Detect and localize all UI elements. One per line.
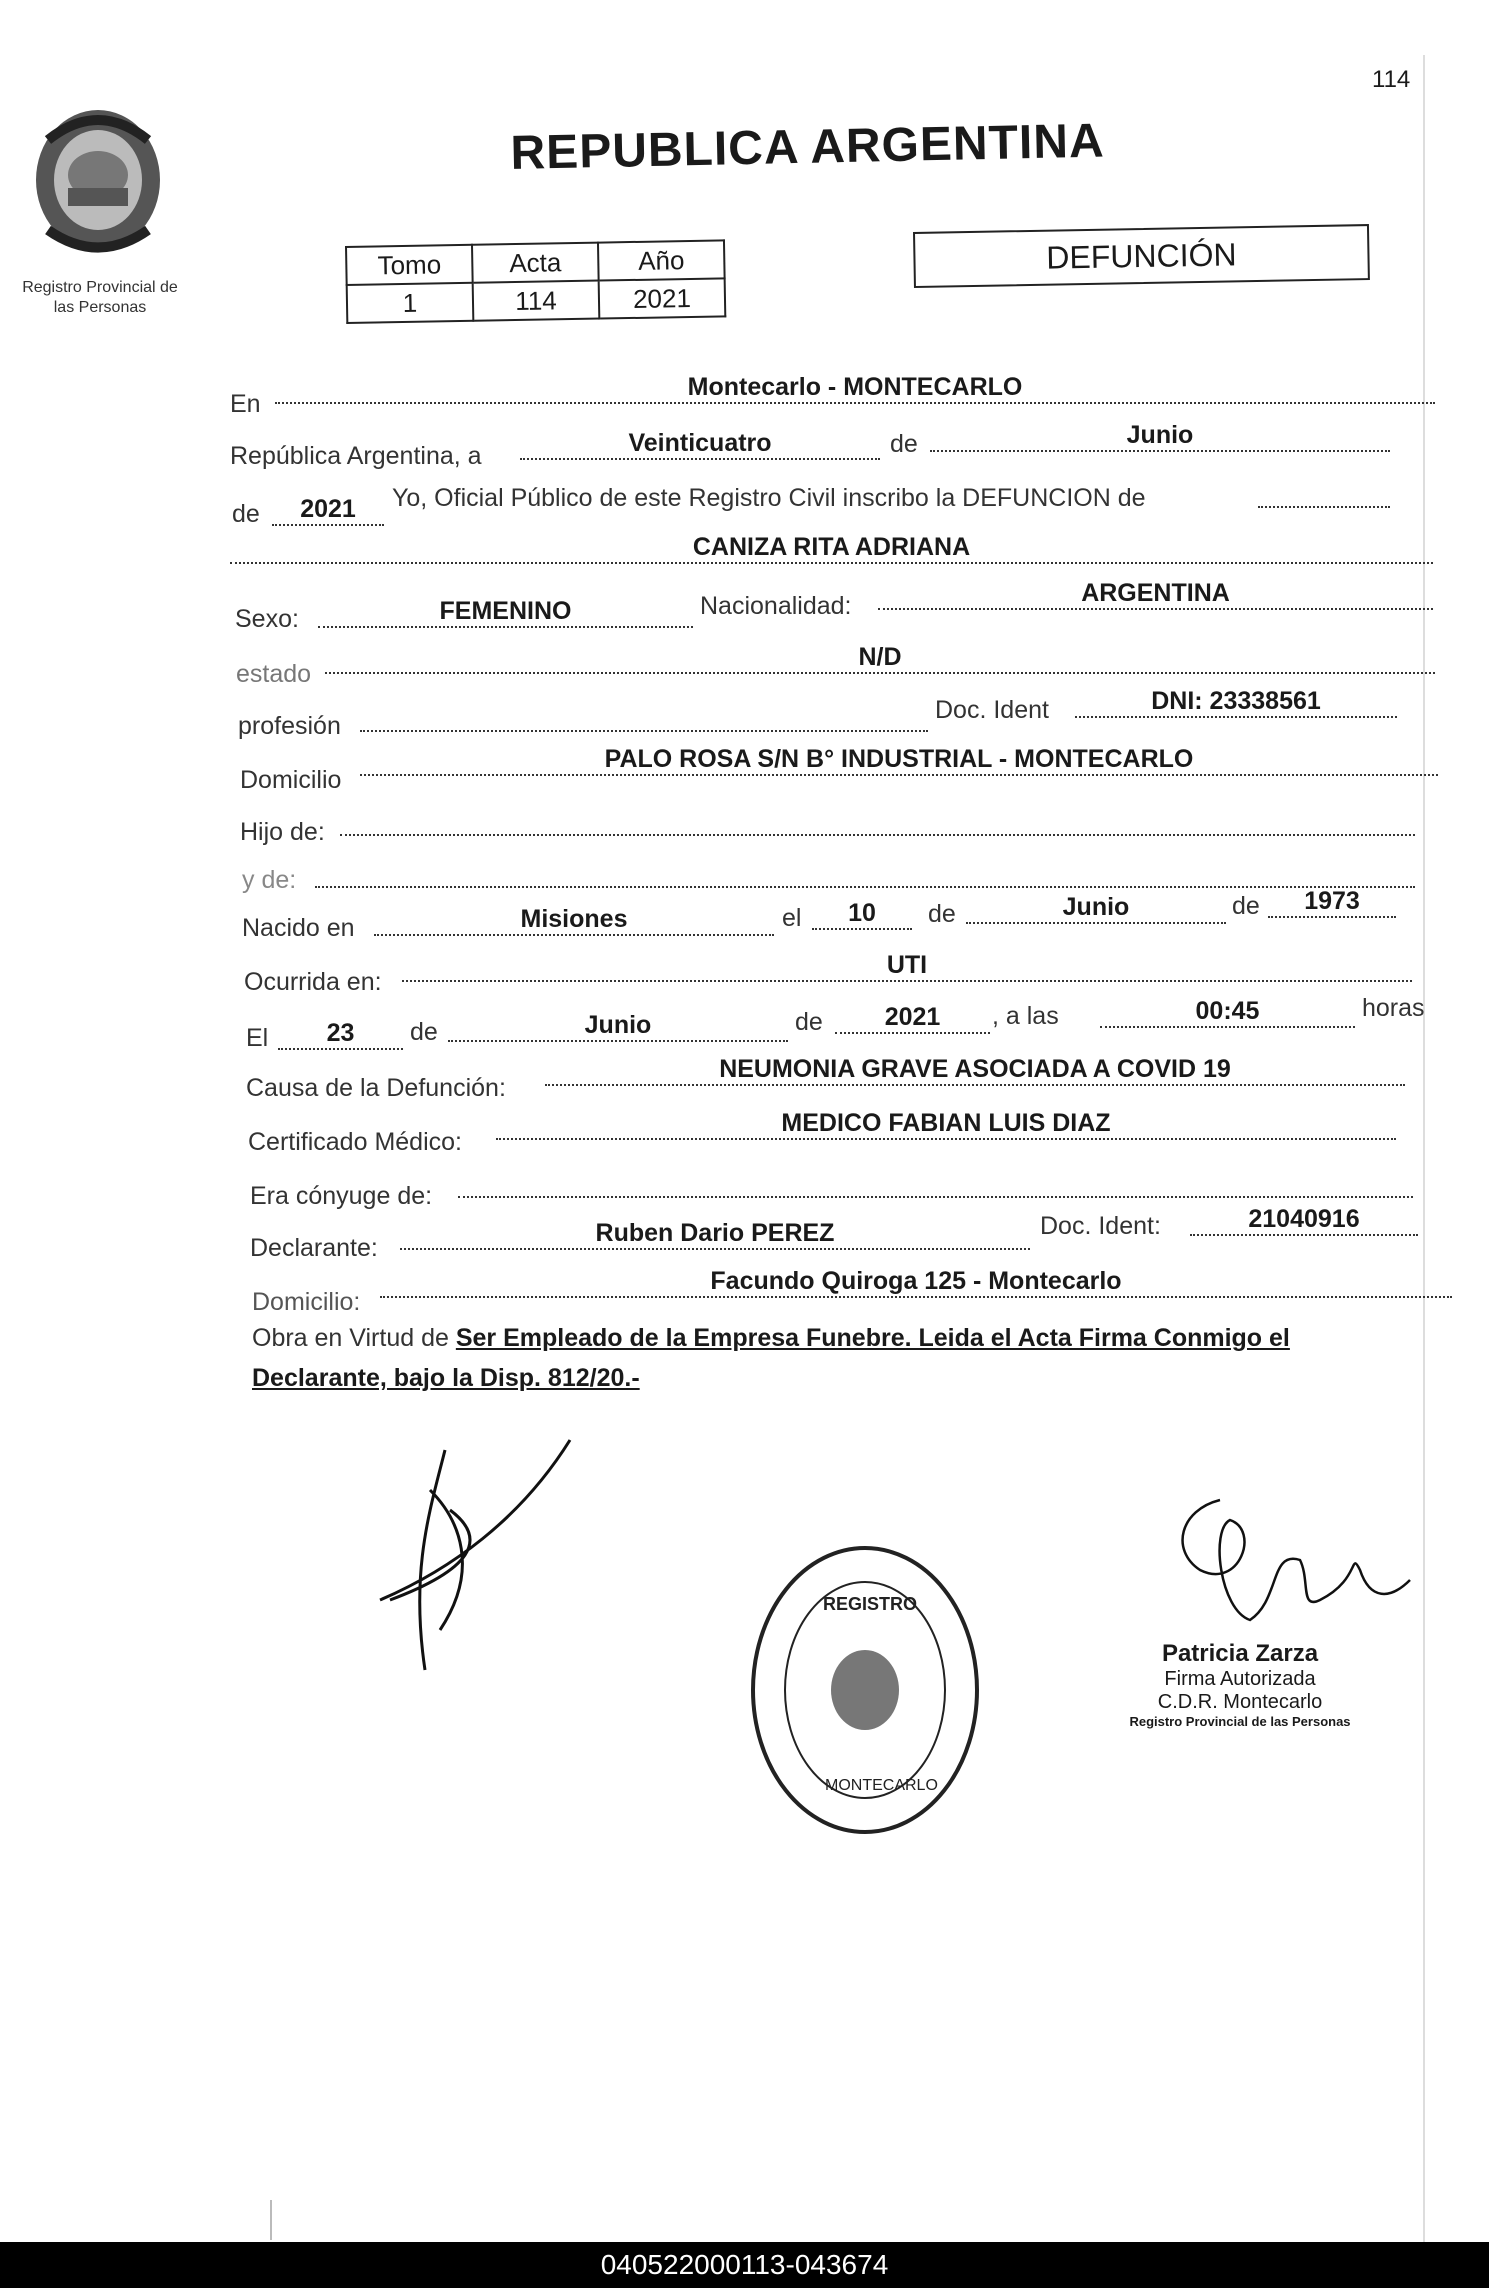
field-declarante-domicilio: Facundo Quiroga 125 - Montecarlo — [380, 1266, 1452, 1298]
field-nac-dia: 10 — [812, 898, 912, 930]
label-nacido-en: Nacido en — [242, 914, 355, 942]
declarant-signature-icon — [370, 1430, 580, 1680]
field-estado: N/D — [325, 642, 1435, 674]
registry-table — [345, 239, 726, 324]
field-mes: Junio — [930, 420, 1390, 452]
field-doc: DNI: 23338561 — [1075, 686, 1397, 718]
field-def-anio: 2021 — [835, 1002, 990, 1034]
field-obra-line2: Declarante, bajo la Disp. 812/20.- — [252, 1364, 640, 1392]
field-declarante: Ruben Dario PEREZ — [400, 1218, 1030, 1250]
label-de-6: de — [795, 1008, 823, 1036]
svg-text:REGISTRO: REGISTRO — [823, 1594, 918, 1614]
field-nac-mes: Junio — [966, 892, 1226, 924]
label-de-3: de — [928, 900, 956, 928]
label-republica: República Argentina, a — [230, 442, 482, 470]
emblem-caption-line2: las Personas — [53, 299, 147, 316]
page-number: 114 — [1372, 66, 1411, 93]
emblem-caption-line1: Registro Provincial de — [22, 279, 178, 296]
label-hijo-de: Hijo de: — [240, 818, 325, 846]
header-anio: Año — [598, 240, 725, 280]
field-def-mes: Junio — [448, 1010, 788, 1042]
label-yo-oficial: Yo, Oficial Público de este Registro Civil inscribo la DEFUNCION de — [392, 484, 1146, 512]
label-domicilio: Domicilio — [240, 766, 342, 794]
field-nac-anio: 1973 — [1268, 886, 1396, 918]
header-tomo: Tomo — [346, 245, 473, 285]
label-el: el — [782, 904, 802, 932]
field-nombre: CANIZA RITA ADRIANA — [230, 532, 1433, 564]
label-doc-ident-2: Doc. Ident: — [1040, 1212, 1161, 1240]
label-de-2: de — [232, 500, 260, 528]
label-declarante: Declarante: — [250, 1234, 378, 1262]
field-domicilio: PALO ROSA S/N B° INDUSTRIAL - MONTECARLO — [360, 744, 1438, 776]
field-def-hora: 00:45 — [1100, 996, 1355, 1028]
label-a-las: , a las — [992, 1002, 1059, 1030]
label-de-1: de — [890, 430, 918, 458]
label-de-4: de — [1232, 892, 1260, 920]
label-sexo: Sexo: — [235, 605, 299, 633]
field-conyuge — [458, 1166, 1413, 1198]
field-anio: 2021 — [272, 494, 384, 526]
field-profesion — [360, 700, 928, 732]
label-certificado: Certificado Médico: — [248, 1128, 462, 1156]
label-y-de: y de: — [242, 866, 297, 894]
header-acta: Acta — [472, 243, 599, 283]
label-domicilio-2: Domicilio: — [252, 1288, 361, 1316]
official-signature-block — [1100, 1640, 1380, 1729]
label-el-cap: El — [246, 1024, 269, 1052]
label-ocurrida-en: Ocurrida en: — [244, 968, 382, 996]
official-office: C.D.R. Montecarlo — [1157, 1691, 1323, 1713]
label-nacionalidad: Nacionalidad: — [700, 592, 852, 620]
registry-table-value-row — [347, 278, 726, 323]
field-lugar: Montecarlo - MONTECARLO — [275, 372, 1435, 404]
label-de-5: de — [410, 1018, 438, 1046]
field-certificado: MEDICO FABIAN LUIS DIAZ — [496, 1108, 1396, 1140]
field-declarante-doc: 21040916 — [1190, 1204, 1418, 1236]
field-obra-line1: Ser Empleado de la Empresa Funebre. Leida el Acta Firma Conmigo el — [455, 1324, 1290, 1352]
obra-en-virtud-paragraph — [252, 1318, 1452, 1398]
label-en: En — [230, 390, 261, 418]
official-signature-icon — [1160, 1490, 1420, 1640]
barcode-number-bar: 040522000113-043674 — [0, 2242, 1489, 2288]
misiones-coat-of-arms-icon — [28, 100, 168, 260]
field-nacionalidad: ARGENTINA — [878, 578, 1433, 610]
label-obra-en-virtud: Obra en Virtud de — [252, 1324, 449, 1352]
registry-table-header-row — [346, 240, 725, 285]
field-nacido-en: Misiones — [374, 904, 774, 936]
document-title: REPUBLICA ARGENTINA — [510, 114, 1106, 180]
label-estado: estado — [236, 660, 312, 688]
label-conyuge: Era cónyuge de: — [250, 1182, 433, 1210]
label-profesion: profesión — [238, 712, 341, 740]
value-anio: 2021 — [599, 278, 726, 318]
label-causa: Causa de la Defunción: — [246, 1074, 506, 1102]
dots-fill-1 — [1258, 476, 1390, 508]
field-sexo: FEMENINO — [318, 596, 693, 628]
field-hijo-de — [340, 804, 1415, 836]
field-dia-letras: Veinticuatro — [520, 428, 880, 460]
label-doc-ident: Doc. Ident — [935, 696, 1049, 724]
field-causa: NEUMONIA GRAVE ASOCIADA A COVID 19 — [545, 1054, 1405, 1086]
registry-stamp-icon — [745, 1540, 985, 1840]
emblem-caption — [0, 278, 200, 318]
scan-mark — [270, 2200, 272, 2240]
field-ocurrida-en: UTI — [402, 950, 1412, 982]
official-role: Firma Autorizada — [1164, 1668, 1316, 1690]
field-y-de — [315, 856, 1415, 888]
value-acta: 114 — [473, 281, 600, 321]
label-horas: horas — [1362, 994, 1425, 1022]
field-def-dia: 23 — [278, 1018, 403, 1050]
official-name: Patricia Zarza — [1161, 1640, 1319, 1667]
value-tomo: 1 — [347, 283, 474, 323]
svg-text:MONTECARLO: MONTECARLO — [825, 1777, 938, 1794]
record-type-box: DEFUNCIÓN — [913, 224, 1370, 288]
official-registry: Registro Provincial de las Personas — [1129, 1714, 1351, 1729]
